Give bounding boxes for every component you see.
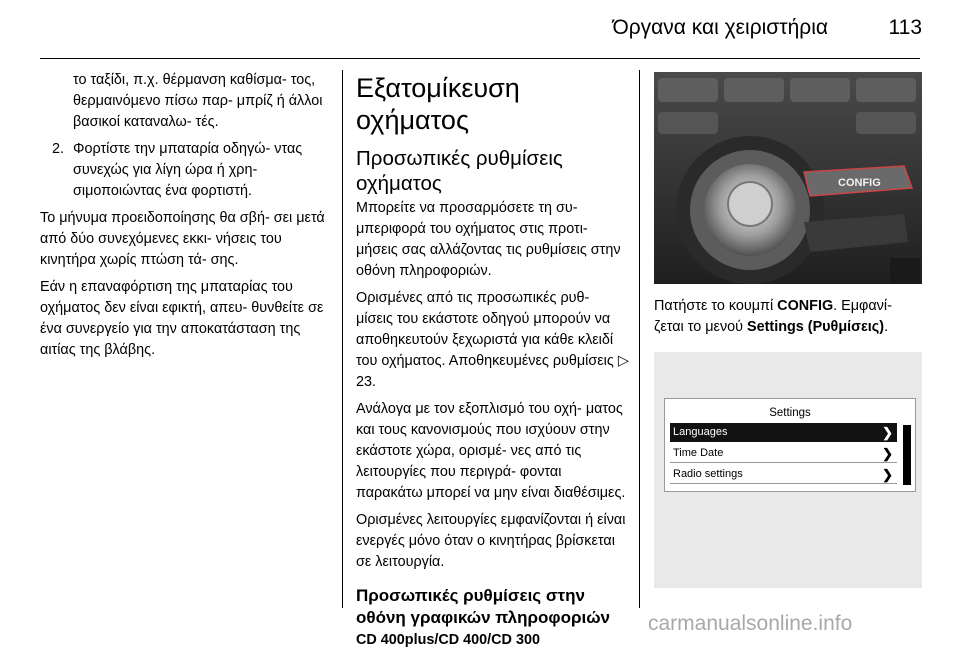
paragraph-text: .	[884, 319, 889, 335]
menu-item-label: Radio settings	[673, 468, 743, 480]
bold-text: Settings (Ρυθμίσεις)	[747, 319, 885, 335]
column-2	[356, 72, 630, 651]
config-button-label: CONFIG	[838, 177, 881, 189]
bold-text: CONFIG	[777, 298, 834, 314]
model-list: CD 400plus/CD 400/CD 300	[356, 632, 540, 648]
paragraph: Μπορείτε να προσαρμόσετε τη συ- μπεριφορά του οχήματος στις προτι- μήσεις σας αλλάζοντας τις ρυθμίσεις στην οθόνη πληροφοριών.	[356, 200, 621, 279]
list-item-text: Φορτίστε την μπαταρία οδηγώ- ντας συνεχώς για λίγη ώρα ή χρη- σιμοποιώντας ένα φορτιστή.	[73, 141, 303, 199]
page-number: 113	[888, 16, 922, 39]
page-reference-link[interactable]: ▷ 23.	[356, 353, 629, 390]
section-title: Εξατομίκευση οχήματος	[356, 73, 520, 135]
column-divider	[342, 70, 343, 608]
paragraph	[654, 296, 922, 338]
subsection-title: Προσωπικές ρυθμίσεις οχήματος	[356, 147, 563, 195]
paragraph: Ανάλογα με τον εξοπλισμό του οχή- ματος και τους κανονισμούς που ισχύουν στην εκάστοτε χώρα, ορισμέ- νες από τις λειτουργίες που περιγρά- φονται παρακάτω μπορεί να μην είναι διαθέσιμες.	[356, 401, 626, 501]
column-1	[40, 70, 330, 367]
menu-item-languages[interactable]	[670, 423, 897, 442]
settings-screen	[664, 398, 916, 492]
menu-item-label: Languages	[673, 426, 728, 438]
list-item-2	[40, 139, 330, 202]
menu-item-time-date[interactable]	[670, 444, 897, 463]
menu-item-label: Time Date	[673, 447, 724, 459]
menu-item-radio-settings[interactable]	[670, 465, 897, 484]
config-button-photo	[654, 72, 922, 284]
chevron-right-icon: ❯	[882, 467, 893, 482]
paragraph: Το μήνυμα προειδοποίησης θα σβή- σει μετά από δύο συνεχόμενες εκκι- νήσεις του κινητήρα χωρίς πτώση τά- σης.	[40, 210, 325, 268]
dashboard-controls-illustration	[654, 72, 922, 284]
subsection-title: Προσωπικές ρυθμίσεις στην οθόνη γραφικών πληροφοριών	[356, 586, 611, 627]
screen-title: Settings	[769, 407, 811, 419]
column-divider	[639, 70, 640, 608]
paragraph-text: Πατήστε το κουμπί	[654, 298, 778, 314]
paragraph: Εάν η επαναφόρτιση της μπαταρίας του οχήματος δεν είναι εφικτή, απευ- θυνθείτε σε ένα συνεργείο για την αποκατάσταση της αιτίας της βλάβης.	[40, 279, 324, 358]
chevron-right-icon: ❯	[882, 425, 893, 440]
paragraph-text: . Εμφανί- ζεται το μενού	[654, 298, 892, 335]
scrollbar[interactable]	[903, 425, 911, 485]
header-title: Όργανα και χειριστήρια	[612, 16, 828, 39]
settings-screen-figure	[654, 352, 922, 588]
continued-list-text: το ταξίδι, π.χ. θέρμανση καθίσμα- τος, θερμαινόμενο πίσω παρ- μπρίζ ή άλλοι βασικοί καταναλω- τές.	[73, 72, 323, 130]
paragraph	[356, 288, 630, 393]
header-rule	[40, 58, 920, 59]
paragraph: Ορισμένες λειτουργίες εμφανίζονται ή είναι ενεργές μόνο όταν ο κινητήρας βρίσκεται σε λειτουργία.	[356, 512, 626, 570]
column-3	[654, 72, 922, 588]
chevron-right-icon: ❯	[882, 446, 893, 461]
watermark: carmanualsonline.info	[648, 612, 853, 635]
list-number: 2.	[52, 141, 65, 157]
paragraph-text: Ορισμένες από τις προσωπικές ρυθ- μίσεις του εκάστοτε οδηγού μπορούν να αποθηκευτούν ξεχωριστά για κάθε κλειδί του οχήματος. Αποθηκευμένες ρυθμίσεις	[356, 290, 614, 369]
